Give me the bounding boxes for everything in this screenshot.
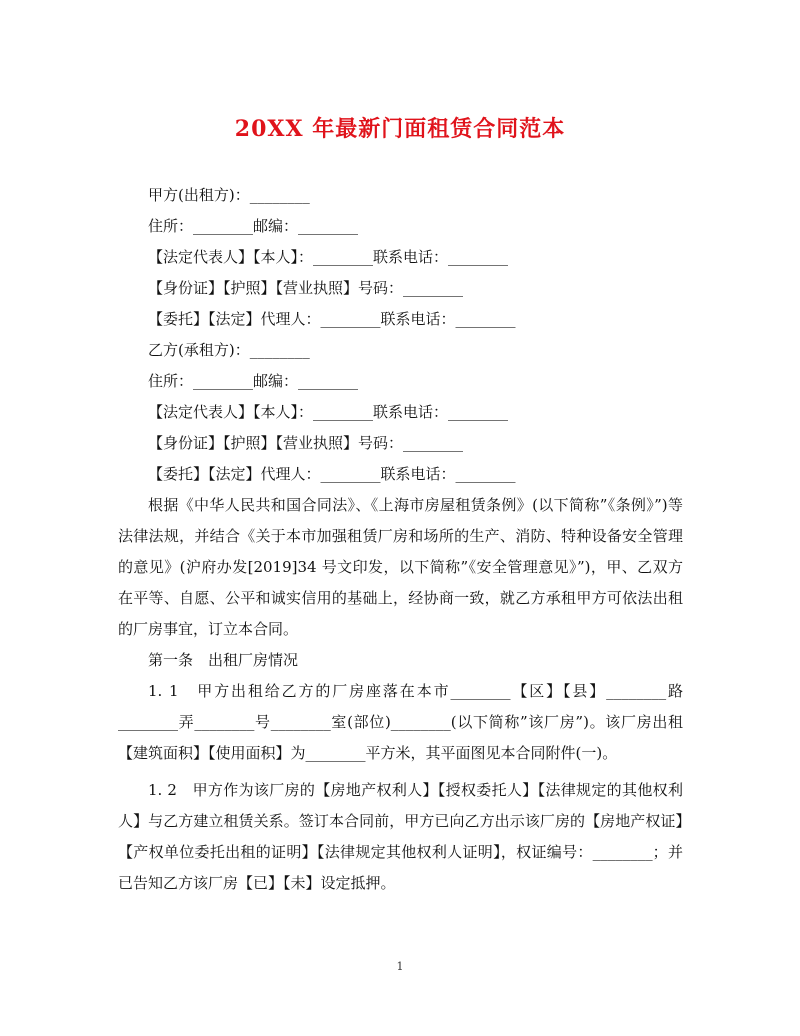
lessee-name-line: 乙方(承租方)：________ (148, 341, 310, 359)
clause-1-1: 1. 1 甲方出租给乙方的厂房座落在本市________【区】【县】________路________弄________号________室(部位)________(以下简称”该厂房”)。该厂房出租【建筑面积】【使用面积】为________平方米，其平面图见本合同附件(一)。 (118, 682, 683, 762)
lessor-representative-line: 【法定代表人】【本人】：________联系电话：________ (148, 248, 509, 266)
section-1-heading: 第一条 出租厂房情况 (148, 651, 299, 669)
document-title: 20XX 年最新门面租赁合同范本 (234, 116, 566, 142)
lessee-id-line: 【身份证】【护照】【营业执照】号码：________ (148, 434, 464, 452)
clause-1-2: 1. 2 甲方作为该厂房的【房地产权利人】【授权委托人】【法律规定的其他权利人】与乙方建立租赁关系。签订本合同前，甲方已向乙方出示该厂房的【房地产权证】【产权单位委托出租的证明】【法律规定其他权利人证明】，权证编号：________；并已告知乙方该厂房【已】【未】设定抵押。 (118, 781, 683, 892)
lessor-agent-line: 【委托】【法定】代理人：________联系电话：________ (148, 310, 516, 328)
lessor-address-line: 住所：________邮编：________ (148, 217, 359, 235)
lessee-representative-line: 【法定代表人】【本人】：________联系电话：________ (148, 403, 509, 421)
lessee-address-line: 住所：________邮编：________ (148, 372, 359, 390)
lessee-agent-line: 【委托】【法定】代理人：________联系电话：________ (148, 465, 516, 483)
preamble-paragraph: 根据《中华人民共和国合同法》、《上海市房屋租赁条例》(以下简称”《条例》”)等法律法规，并结合《关于本市加强租赁厂房和场所的生产、消防、特种设备安全管理的意见》(沪府办发[2019]34 号文印发，以下简称”《安全管理意见》”)，甲、乙双方在平等、自愿、公平和诚实信用的基础上，经协商一致，就乙方承租甲方可依法出租的厂房事宜，订立本合同。 (118, 496, 683, 638)
page-number: 1 (396, 960, 404, 973)
lessor-name-line: 甲方(出租方)：________ (148, 186, 310, 204)
lessor-id-line: 【身份证】【护照】【营业执照】号码：________ (148, 279, 464, 297)
document-body (118, 180, 683, 899)
